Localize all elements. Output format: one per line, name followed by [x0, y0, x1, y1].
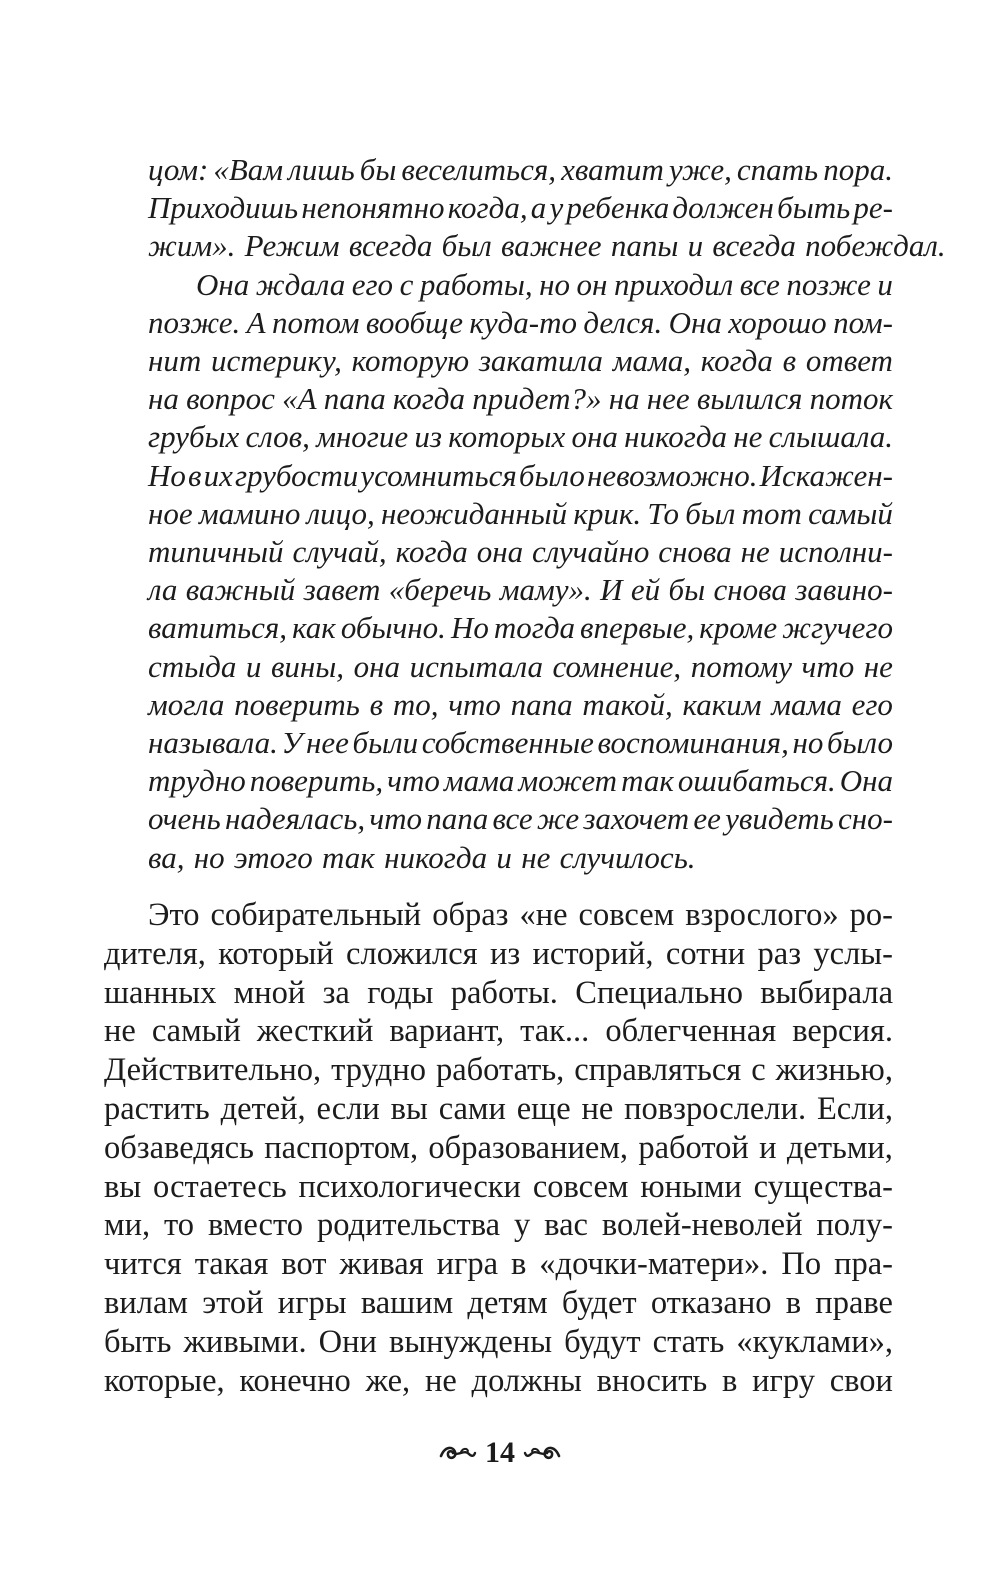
text-line: ва, но этого так никогда и не случилось.: [148, 839, 696, 875]
text-line: трудно поверить, что мама может так ошибаться. Она: [148, 763, 893, 799]
text-line: грубых слов, многие из которых она никогда не слышала.: [148, 419, 893, 455]
text-line: типичный случай, когда она случайно снова не исполни-: [148, 534, 893, 569]
text-line: вилам этой игры вашим детям будет отказано в праве: [104, 1285, 893, 1321]
right-ornament-icon: [523, 1442, 561, 1464]
text-line: быть живыми. Они вынуждены будут стать «куклами»,: [104, 1323, 893, 1360]
text-line: вы остаетесь психологически совсем юными существа-: [104, 1168, 893, 1205]
text-line: Но в их грубости усомниться было невозможно. Искажен-: [148, 457, 893, 493]
text-line: растить детей, если вы сами еще не повзрослели. Если,: [104, 1091, 893, 1127]
text-line: нит истерику, которую закатила мама, когда в ответ: [148, 343, 893, 378]
text-line: Она ждала его с работы, но он приходил все позже и: [196, 266, 893, 302]
page-number: 14: [485, 1436, 515, 1469]
text-line: Это собирательный образ «не совсем взрослого» ро-: [148, 897, 893, 933]
text-line: ное мамино лицо, неожиданный крик. То был тот самый: [148, 495, 893, 531]
text-line: Действительно, трудно работать, справляться с жизнью,: [104, 1052, 893, 1089]
text-line: могла поверить в то, что папа такой, каким мама его: [148, 686, 893, 722]
text-line: не самый жесткий вариант, так... облегченная версия.: [104, 1013, 893, 1050]
text-line: шанных мной за годы работы. Специально выбирала: [104, 974, 893, 1011]
text-line: позже. А потом вообще куда-то делся. Она хорошо пом-: [148, 304, 893, 340]
text-line: на вопрос «А папа когда придет?» на нее вылился поток: [148, 381, 893, 417]
text-line: стыда и вины, она испытала сомнение, потому что не: [148, 648, 893, 684]
text-line: обзаведясь паспортом, образованием, работой и детьми,: [104, 1129, 893, 1166]
text-line: называла. У нее были собственные воспоминания, но было: [148, 725, 893, 760]
left-ornament-icon: [439, 1442, 477, 1464]
text-line: чится такая вот живая игра в «дочки-матери». По пра-: [104, 1246, 893, 1283]
text-line: ватиться, как обычно. Но тогда впервые, кроме жгучего: [148, 610, 893, 646]
text-line: ми, то вместо родительства у вас волей-неволей полу-: [104, 1207, 893, 1244]
text-line: очень надеялась, что папа все же захочет ее увидеть сно-: [148, 801, 893, 837]
text-line: ла важный завет «беречь маму». И ей бы снова завино-: [148, 572, 893, 608]
text-line: которые, конечно же, не должны вносить в игру свои: [104, 1362, 893, 1399]
text-line: жим». Режим всегда был важнее папы и всегда побеждал.: [148, 228, 946, 264]
text-line: дителя, который сложился из историй, сотни раз услы-: [104, 935, 893, 972]
page-footer: [0, 1438, 1000, 1468]
text-line: цом: «Вам лишь бы веселиться, хватит уже, спать пора.: [148, 152, 893, 187]
text-line: Приходишь непонятно когда, а у ребенка должен быть ре-: [148, 190, 893, 226]
